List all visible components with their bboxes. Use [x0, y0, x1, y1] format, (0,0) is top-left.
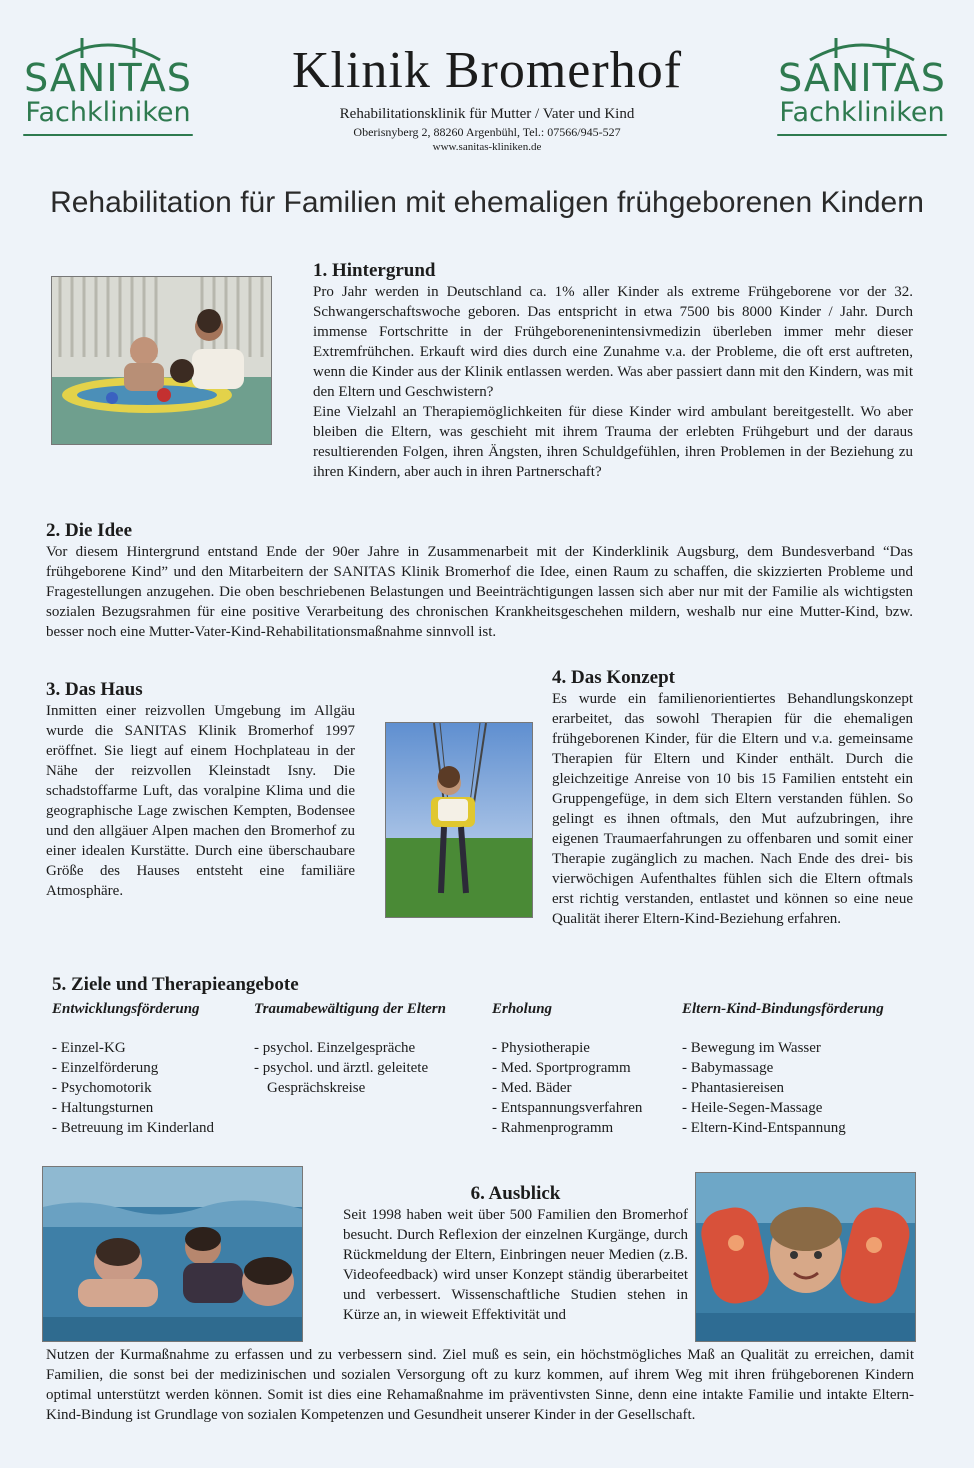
list-item: - Einzelförderung [52, 1060, 159, 1076]
section-text-ausblick: Seit 1998 haben weit über 500 Familien den Bromerhof besucht. Durch Reflexion der einzelnen Kurgänge, durch Rückmeldung der Eltern, Einbringen neuer Medien (z.B. Videofeedback) wird unser Konzept ständig überarbeitet und verbessert. Wissenschaftliche Studien stehen in Kürze an, in wieweit Effektivität und [343, 1207, 688, 1323]
list-item: - psychol. Einzelgespräche [254, 1040, 416, 1056]
list-item: - Betreuung im Kinderland [52, 1120, 215, 1136]
list-item: - psychol. und ärztl. geleitete [254, 1060, 429, 1076]
logo-text-sanitas: SANITAS [24, 56, 192, 100]
list-item: - Physiotherapie [492, 1040, 590, 1056]
logo-text-fachkliniken: Fachkliniken [779, 97, 945, 128]
list-item: Gesprächskreise [267, 1080, 366, 1096]
clinic-address: Oberisnyberg 2, 88260 Argenbühl, Tel.: 07566/945-527 [353, 125, 621, 139]
clinic-title: Klinik Bromerhof [291, 42, 683, 99]
sanitas-logo-right [772, 28, 952, 163]
list-item: - Med. Bäder [492, 1080, 572, 1096]
sanitas-logo-left [18, 28, 198, 163]
list-item: - Rahmenprogramm [492, 1120, 614, 1136]
column-heading: Erholung [492, 1001, 553, 1017]
photo-child-floaties [695, 1172, 916, 1342]
list-item: - Heile-Segen-Massage [682, 1100, 823, 1116]
page-title: Rehabilitation für Familien mit ehemaligen frühgeborenen Kindern [50, 186, 924, 219]
column-heading: Eltern-Kind-Bindungsförderung [682, 1001, 884, 1017]
section-heading-idee: 2. Die Idee [46, 520, 133, 541]
therapy-list [254, 1038, 484, 1098]
clinic-url[interactable]: www.sanitas-kliniken.de [432, 141, 542, 153]
clinic-subtitle: Rehabilitationsklinik für Mutter / Vater und Kind [339, 106, 635, 122]
section-heading-konzept: 4. Das Konzept [552, 667, 675, 688]
therapy-list [492, 1038, 677, 1138]
list-item: - Haltungsturnen [52, 1100, 154, 1116]
list-item: - Einzel-KG [52, 1040, 126, 1056]
section-heading-ziele: 5. Ziele und Therapieangebote [52, 974, 299, 995]
section-text-hintergrund-2: Eine Vielzahl an Therapiemöglichkeiten für diese Kinder wird ambulant bereitgestellt. Wo aber bleiben die Eltern, was geschieht mit ihrem Trauma der erlebten Frühgeburt und der daraus resultierenden Folgen, ihren Ängsten, ihren Schuldgefühlen, ihren Problemen in der Beziehung zu ihren Kindern, aber auch in ihren Partnerschaft? [313, 404, 913, 480]
photo-underwater-family [42, 1166, 303, 1342]
therapy-column-2 [254, 1001, 484, 1098]
list-item: - Psychomotorik [52, 1080, 152, 1096]
list-item: - Babymassage [682, 1060, 774, 1076]
logo-text-fachkliniken: Fachkliniken [25, 97, 191, 128]
section-text-konzept: Es wurde ein familienorientiertes Behandlungskonzept erarbeitet, das sowohl Therapien für die ehemaligen frühgeborenen Kinder, für die Eltern und v.a. gemeinsame Therapien für Eltern und Kinder enthält. Durch die gleichzeitige Anreise von 10 bis 15 Familien entsteht ein Gruppengefüge, in dem sich Eltern verstanden fühlen. So gelingt es ihnen oftmals, den Mut aufzubringen, ihre eigenen Traumaerfahrungen zu offenbaren und somit einer Therapie zugänglich zu machen. Nach Ende des drei- bis vierwöchigen Aufenthaltes fühlen sich die Eltern oftmals erst richtig verstanden, entlastet und können so eine neue Qualität iherer Eltern-Kind-Beziehung erfahren. [552, 691, 913, 927]
therapy-list [682, 1038, 922, 1138]
section-text-haus: Inmitten einer reizvollen Umgebung im Allgäu wurde die SANITAS Klinik Bromerhof 1997 eröffnet. Sie liegt auf einem Hochplateau in der Nähe der reizvollen Kleinstadt Isny. Die schadstoffarme Luft, das voralpine Klima und die geographische Lage zwischen Kempten, Bodensee und den allgäuer Alpen machen den Bromerhof zu einer idealen Kurstätte. Durch eine überschaubare Größe des Hauses entsteht eine familiäre Atmosphäre. [46, 703, 355, 899]
section-heading-haus: 3. Das Haus [46, 679, 143, 700]
therapy-column-3 [492, 1001, 677, 1138]
column-heading: Entwicklungsförderung [52, 1001, 200, 1017]
therapy-column-1 [52, 1001, 252, 1138]
column-heading: Traumabewältigung der Eltern [254, 1001, 446, 1017]
list-item: - Med. Sportprogramm [492, 1060, 631, 1076]
list-item: - Phantasiereisen [682, 1080, 785, 1096]
therapy-column-4 [682, 1001, 922, 1138]
photo-pool-family [51, 276, 272, 445]
section-heading-ausblick: 6. Ausblick [470, 1183, 561, 1204]
section-text-hintergrund: Pro Jahr werden in Deutschland ca. 1% aller Kinder als extreme Frühgeborene vor der 32. Schwangerschaftswoche geboren. Das entspricht in etwa 7500 bis 8000 Kinder / Jahr. Durch immense Fortschritte in der Frühgeborenenintensivmedizin überleben immer mehr dieser Extremfrühchen. Erkauft wird dies durch eine Zunahme v.a. der Probleme, die oft erst auftreten, wenn die Kinder aus der Klinik entlassen werden. Was aber passiert dann mit den Kindern, was mit den Eltern und Geschwistern? [313, 284, 913, 400]
section-text-ausblick-2: Nutzen der Kurmaßnahme zu erfassen und zu verbessern sind. Ziel muß es sein, ein höchstmögliches Maß an Qualität zu erreichen, damit Familien, die sonst bei der medizinischen und sozialen Versorgung oft zu kurz kommen, auf ihrem Weg mit ihren frühgeborenen Kindern optimal unterstützt werden können. Somit ist dies eine Rehamaßnahme im präventivsten Sinne, denn eine intakte Familie und intakte Eltern-Kind-Bindung ist Grundlage von sozialen Kompetenzen und Gesundheit unserer Kinder in der Gesellschaft. [46, 1347, 914, 1423]
photo-child-swing [385, 722, 533, 918]
list-item: - Entspannungsverfahren [492, 1100, 643, 1116]
list-item: - Bewegung im Wasser [682, 1040, 821, 1056]
list-item: - Eltern-Kind-Entspannung [682, 1120, 846, 1136]
logo-text-sanitas: SANITAS [778, 56, 946, 100]
section-text-idee: Vor diesem Hintergrund entstand Ende der 90er Jahre in Zusammenarbeit mit der Kinderklinik Augsburg, dem Bundesverband “Das frühgeborene Kind” und den Mitarbeitern der SANITAS Klinik Bromerhof die Idee, einen Raum zu schaffen, die skizzierten Probleme und Fragestellungen anzugehen. Die oben beschriebenen Belastungen und Beeinträchtigungen lassen sich aber nur mit der Familie als wichtigsten sozialen Bezugsrahmen für eine positive Verarbeitung des chronischen Krankheitsgeschehen mildern, weshalb nur eine Mutter-Kind, bzw. besser noch eine Mutter-Vater-Kind-Rehabilitationsmaßnahme sinnvoll ist. [46, 544, 913, 640]
section-heading-hintergrund: 1. Hintergrund [313, 260, 436, 281]
therapy-list [52, 1038, 252, 1138]
